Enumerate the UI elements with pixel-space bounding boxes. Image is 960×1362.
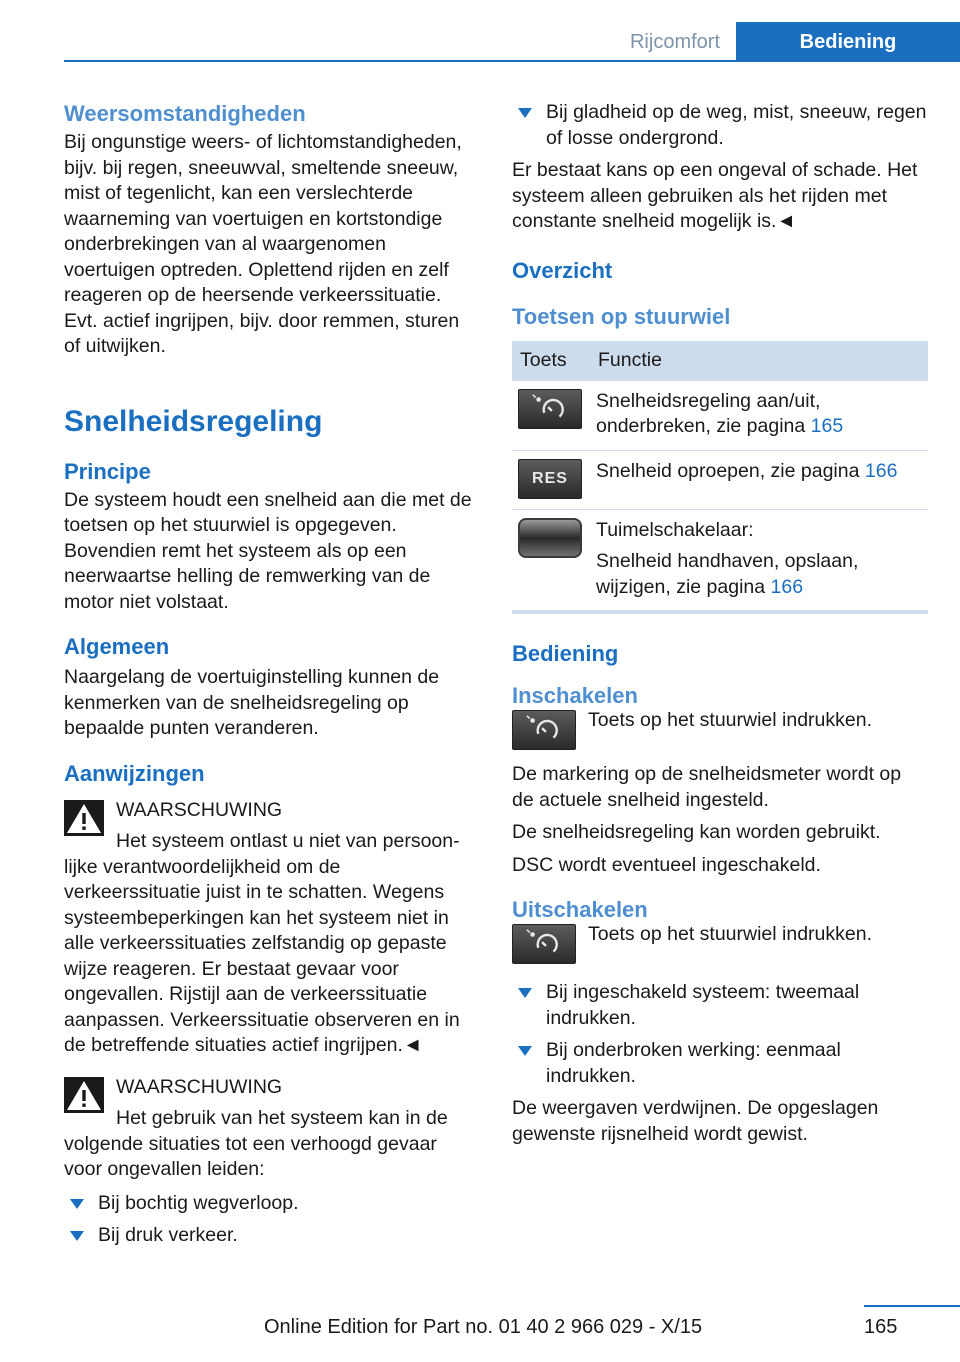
section-tab-bediening[interactable]: Bediening	[736, 22, 960, 62]
warning-triangle-icon	[64, 800, 104, 836]
page-link-165[interactable]: 165	[810, 415, 844, 437]
page-number: 165	[864, 1316, 898, 1338]
warning-text-first: Het gebruik van het systeem kan in de	[116, 1107, 448, 1129]
notes-heading: Aanwijzingen	[64, 760, 205, 786]
switch-on-instruction: Toets op het stuurwiel indrukken.	[512, 708, 928, 752]
warning-triangle-icon	[64, 1077, 104, 1113]
main-heading: Snelheidsregeling	[64, 404, 323, 438]
res-button-image: RES	[518, 459, 582, 499]
right-column	[512, 100, 928, 1154]
weather-heading: Weersomstandigheden	[64, 101, 306, 126]
table-header-row	[512, 341, 928, 381]
dsc-paragraph: DSC wordt eventueel ingeschakeld.	[512, 853, 821, 876]
principle-paragraph: De systeem houdt een snelheid aan die met de toetsen op het stuurwiel is opgegeven. Bovendien remt het systeem als op een neerwaartse helling de remwerking van de motor niet volstaat.	[64, 488, 472, 613]
final-paragraph: De weergaven verdwijnen. De opgeslagen gewenste rijsnelheid wordt gewist.	[512, 1097, 879, 1145]
keys-table	[512, 341, 928, 615]
speedometer-icon	[513, 711, 575, 749]
edition-footer: Online Edition for Part no. 01 40 2 966 029 - X/15	[264, 1316, 703, 1338]
situation-list-continued	[512, 100, 928, 151]
risk-paragraph: Er bestaat kans op een ongeval of schade. Het systeem alleen gebruiken als het rijden met constante snelheid mogelijk is.◄	[512, 159, 918, 232]
section-tab-rijcomfort[interactable]: Rijcomfort	[629, 31, 720, 53]
triangle-bullet-icon	[70, 1231, 84, 1241]
table-header-function: Functie	[590, 341, 928, 381]
warning-text-rest: volgende situaties tot een verhoogd gevaar voor ongevallen leiden:	[64, 1132, 437, 1180]
list-item: Bij onderbroken werking: eenmaal indrukken.	[512, 1038, 928, 1089]
speedometer-icon	[519, 390, 581, 428]
cruise-control-button-image	[512, 710, 576, 750]
general-paragraph: Naargelang de voertuiginstelling kunnen de kenmerken van de snelheidsregeling op bepaalde punten veranderen.	[64, 666, 440, 739]
overview-heading: Overzicht	[512, 257, 613, 283]
switch-on-heading: Inschakelen	[512, 683, 638, 708]
list-item: Bij druk verkeer.	[64, 1223, 480, 1249]
triangle-bullet-icon	[70, 1199, 84, 1209]
warning-block-2	[64, 1075, 480, 1183]
warning-label: WAARSCHUWING	[116, 1075, 283, 1098]
cruise-control-button-image	[518, 389, 582, 429]
triangle-bullet-icon	[518, 108, 532, 118]
speedometer-icon	[513, 925, 575, 963]
operation-heading: Bediening	[512, 641, 619, 666]
warning-block-1	[64, 798, 480, 1059]
situation-list	[64, 1191, 480, 1249]
table-row: Snelheidsregeling aan/uit, onderbreken, zie pagina 165	[512, 381, 928, 451]
weather-paragraph: Bij ongunstige weers- of lichtomstandigheden, bijv. bij regen, sneeuwval, smeltende sneeuw, mist of tegenlicht, kan een verslechterde waarneming van voertuigen en kortstondige onderbrekingen van al waargenomen voertuigen optreden. Oplettend rijden en zelf reageren op de heersende verkeerssituatie. Evt. actief ingrijpen, bijv. door remmen, sturen of uitwijken.	[64, 131, 462, 357]
table-row: RES Snelheid oproepen, zie pagina 166	[512, 450, 928, 509]
list-item: Bij ingeschakeld systeem: tweemaal indrukken.	[512, 980, 928, 1031]
keys-heading: Toetsen op stuurwiel	[512, 303, 731, 329]
switch-off-heading: Uitschakelen	[512, 897, 648, 922]
general-heading: Algemeen	[64, 634, 170, 659]
footer-divider	[864, 1305, 960, 1307]
warning-label: WAARSCHUWING	[116, 798, 283, 821]
triangle-bullet-icon	[518, 1046, 532, 1056]
list-item: Bij gladheid op de weg, mist, sneeuw, regen of losse ondergrond.	[512, 100, 928, 151]
principle-heading: Principe	[64, 458, 151, 484]
warning-text-first: Het systeem ontlast u niet van persoon-	[116, 830, 460, 852]
triangle-bullet-icon	[518, 988, 532, 998]
page-link-166[interactable]: 166	[770, 575, 804, 598]
usable-paragraph: De snelheidsregeling kan worden gebruikt.	[512, 821, 881, 843]
switch-off-instruction: Toets op het stuurwiel indrukken.	[512, 922, 928, 966]
rocker-switch-image	[518, 518, 582, 558]
warning-text-rest: lijke verantwoordelijkheid om de verkeerssituatie juist in te schatten. Wegens systeembeperkingen kan het systeem niet in alle verkeerssituaties zelfstandig op gepaste wijze reageren. Er bestaat gevaar voor ongevallen. Rijstijl aan de verkeerssituatie aanpassen. Verkeerssituatie observeren en in de betreffende situaties actief ingrijpen.◄	[64, 855, 460, 1056]
list-item: Bij bochtig wegverloop.	[64, 1191, 480, 1217]
marking-paragraph: De markering op de snelheidsmeter wordt op de actuele snelheid ingesteld.	[512, 763, 902, 811]
table-row: Tuimelschakelaar: Snelheid handhaven, opslaan, wijzigen, zie pagina 166	[512, 509, 928, 612]
switch-off-list	[512, 980, 928, 1089]
left-column	[64, 100, 480, 1256]
header-bar	[64, 22, 960, 62]
table-header-key: Toets	[512, 341, 590, 381]
cruise-control-button-image	[512, 924, 576, 964]
page-link-166[interactable]: 166	[864, 459, 898, 482]
